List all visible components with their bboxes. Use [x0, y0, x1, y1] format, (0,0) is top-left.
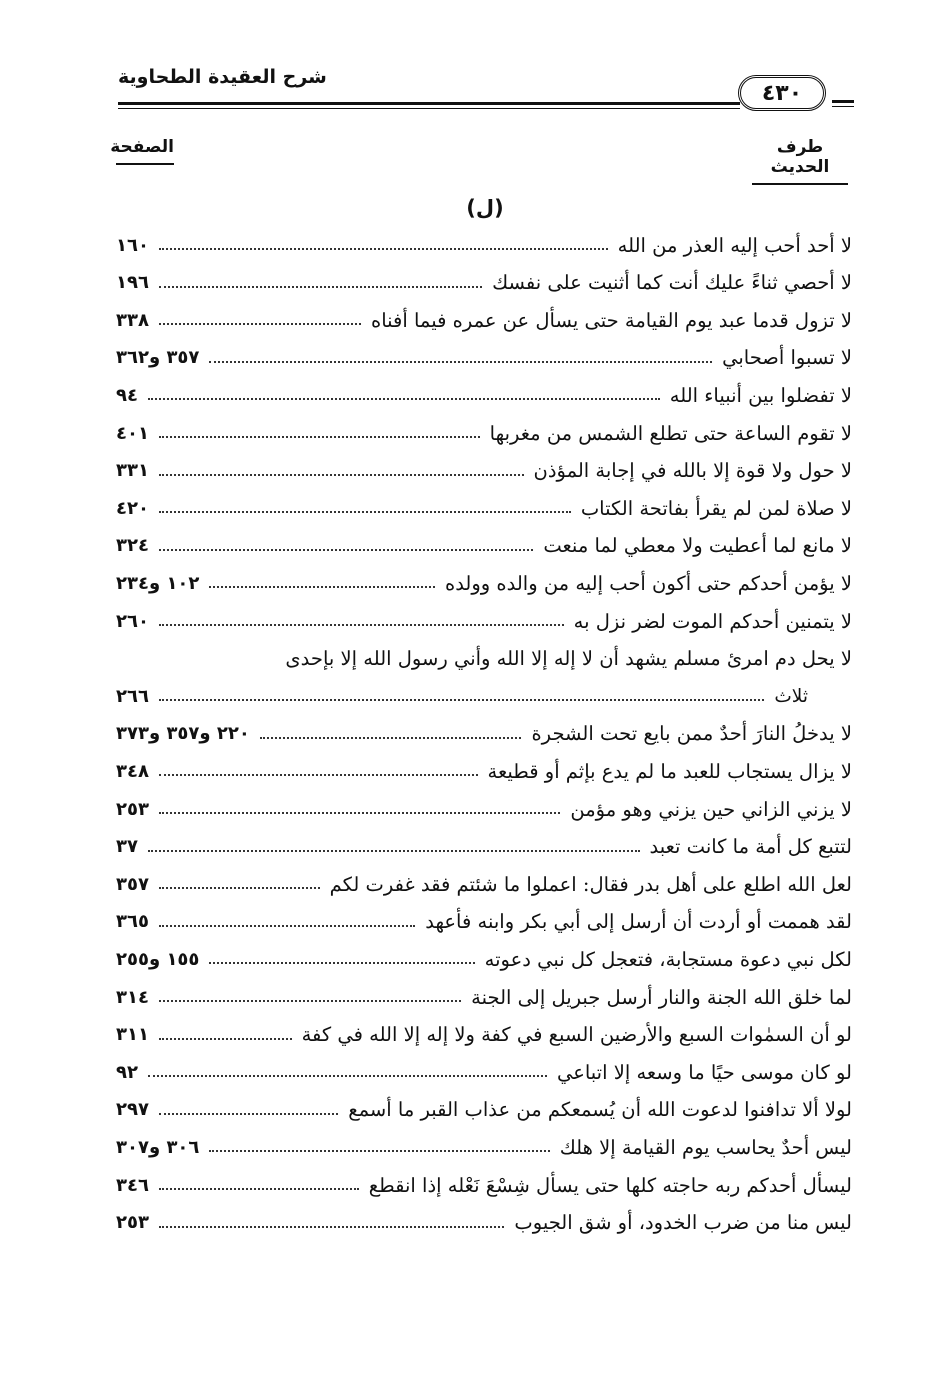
entry-page-numbers: ٩٢: [116, 1061, 138, 1083]
entry-text: لتتبع كل أمة ما كانت تعبد: [649, 835, 852, 859]
entry-page-numbers: ٢٦٠: [116, 610, 149, 632]
index-entry: [116, 341, 852, 375]
running-header-title: شرح العقيدة الطحاوية: [118, 66, 327, 88]
dot-leader: [159, 887, 320, 889]
index-entry: [116, 905, 852, 939]
index-entry: [116, 378, 852, 412]
entry-page-numbers: ٣٣٨: [116, 309, 149, 331]
entry-text: لا تسبوا أصحابي: [722, 346, 852, 370]
dot-leader: [209, 962, 474, 964]
entry-page-numbers: ٣٤٨: [116, 760, 149, 782]
dot-leader: [209, 1150, 549, 1152]
entry-page-numbers: ٢٢٠ و٣٥٧ و٣٧٣: [116, 723, 250, 745]
dot-leader: [159, 812, 560, 814]
index-entry: [116, 1093, 852, 1127]
index-entry: [116, 1018, 852, 1052]
entry-text: لا يتمنين أحدكم الموت لضر نزل به: [573, 609, 852, 633]
entry-page-numbers: ٢٥٣: [116, 1212, 149, 1234]
index-entry: [116, 604, 852, 638]
entry-page-numbers: ٤٢٠: [116, 497, 149, 519]
entry-text: ثلاث: [774, 685, 808, 707]
dot-leader: [159, 1188, 359, 1190]
entry-page-numbers: ٣٢٤: [116, 535, 149, 557]
entry-text: لقد هممت أو أردت أن أرسل إلى أبي بكر وابنه فأعهد: [425, 910, 852, 934]
dot-leader: [159, 511, 571, 513]
entry-text: ليسأل أحدكم ربه حاجته كلها حتى يسأل شِسْعَ نَعْله إذا انقطع: [368, 1173, 852, 1197]
index-entry: [116, 1168, 852, 1202]
dot-leader: [159, 624, 564, 626]
entry-page-numbers: ١٦٠: [116, 234, 149, 256]
index-entry: [116, 1130, 852, 1164]
index-entry: [116, 266, 852, 300]
dot-leader: [159, 248, 608, 250]
entry-text: لكل نبي دعوة مستجابة، فتعجل كل نبي دعوته: [484, 947, 852, 971]
entry-text: لما خلق الله الجنة والنار أرسل جبريل إلى الجنة: [471, 985, 852, 1009]
entry-page-numbers: ١٠٢ و٢٣٤: [116, 572, 200, 594]
entry-text: لا مانع لما أعطيت ولا معطي لما منعت: [543, 534, 852, 558]
header-rule-right: [832, 100, 854, 107]
dot-leader: [159, 699, 764, 701]
entry-page-numbers: ٣٤٦: [116, 1174, 149, 1196]
dot-leader: [159, 323, 361, 325]
entry-page-numbers: ٢٥٣: [116, 798, 149, 820]
entry-text: لا يؤمن أحدكم حتى أكون أحب إليه من والده وولده: [444, 571, 852, 595]
dot-leader: [148, 850, 640, 852]
index-entry: [116, 1206, 852, 1240]
entry-text: لا أحد أحب إليه العذر من الله: [617, 233, 852, 257]
dot-leader: [159, 1226, 504, 1228]
entry-text: لو أن السمٰوات السبع والأرضين السبع في كفة ولا إله إلا الله في كفة: [301, 1023, 852, 1047]
entry-page-numbers: ٣٥٧: [116, 873, 149, 895]
entry-text: لو كان موسى حيًا ما وسعه إلا اتباعي: [556, 1060, 852, 1084]
index-entry: [116, 228, 852, 262]
dot-leader: [209, 361, 712, 363]
dot-leader: [159, 774, 478, 776]
index-entry: [180, 642, 852, 676]
entry-page-numbers: ٢٩٧: [116, 1099, 149, 1121]
entry-page-numbers: ٩٤: [116, 384, 138, 406]
entry-text: ليس أحدٌ يحاسب يوم القيامة إلا هلك: [559, 1135, 852, 1159]
dot-leader: [148, 398, 660, 400]
entry-text: لا تقوم الساعة حتى تطلع الشمس من مغربها: [489, 421, 852, 445]
entry-page-numbers: ٣٧: [116, 836, 138, 858]
header-rule: [118, 102, 740, 109]
entry-page-numbers: ٢٦٦: [116, 685, 149, 707]
entry-text: لا يزال يستجاب للعبد ما لم يدع بإثم أو قطيعة: [487, 759, 852, 783]
entry-text: لا يدخلُ النارَ أحدٌ ممن بايع تحت الشجرة: [531, 722, 852, 746]
page-number: ٤٣٠: [761, 80, 803, 106]
entry-page-numbers: ٣١٤: [116, 986, 149, 1008]
entry-text: لا أحصي ثناءً عليك أنت كما أثنيت على نفسك: [492, 271, 852, 295]
index-entry: [116, 303, 852, 337]
index-entry: [116, 416, 852, 450]
dot-leader: [209, 586, 435, 588]
dot-leader: [260, 737, 522, 739]
entry-text: لا يزني الزاني حين يزني وهو مؤمن: [570, 797, 852, 821]
section-letter: (ل): [466, 196, 504, 220]
index-entry: [116, 529, 852, 563]
entry-page-numbers: ٣٣١: [116, 460, 149, 482]
index-entry: [116, 754, 852, 788]
index-entry: [116, 566, 852, 600]
entry-page-numbers: ١٥٥ و٢٥٥: [116, 948, 200, 970]
index-entry: [116, 454, 852, 488]
dot-leader: [159, 1038, 292, 1040]
entry-page-numbers: ٣٥٧ و٣٦٢: [116, 347, 200, 369]
index-entry: [116, 717, 852, 751]
dot-leader: [159, 1000, 461, 1002]
index-entry: [116, 942, 852, 976]
entry-text: ليس منا من ضرب الخدود، أو شق الجيوب: [514, 1211, 852, 1235]
dot-leader: [159, 549, 533, 551]
entry-text: لا تزول قدما عبد يوم القيامة حتى يسأل عن عمره فيما أفناه: [371, 308, 852, 332]
hadith-column-heading: طرف الحديث: [752, 137, 848, 185]
index-entry: [116, 792, 852, 826]
entry-page-numbers: ٣٦٥: [116, 911, 149, 933]
dot-leader: [159, 925, 415, 927]
index-entry: [116, 867, 852, 901]
entry-text: لعل الله اطلع على أهل بدر فقال: اعملوا ما شئتم فقد غفرت لكم: [329, 872, 852, 896]
dot-leader: [159, 1113, 338, 1115]
index-entry: [116, 1055, 852, 1089]
index-entry: [116, 679, 852, 713]
entry-page-numbers: ١٩٦: [116, 272, 149, 294]
entry-text: لا يحل دم امرئ مسلم يشهد أن لا إله إلا الله وأني رسول الله إلا بإحدى: [285, 647, 852, 671]
dot-leader: [148, 1075, 547, 1077]
entry-text: لا تفضلوا بين أنبياء الله: [669, 383, 852, 407]
dot-leader: [159, 436, 480, 438]
entry-text: لا صلاة لمن لم يقرأ بفاتحة الكتاب: [580, 496, 852, 520]
entry-text: لولا ألا تدافنوا لدعوت الله أن يُسمعكم من عذاب القبر ما أسمع: [348, 1098, 852, 1122]
entry-page-numbers: ٣١١: [116, 1024, 149, 1046]
entry-page-numbers: ٣٠٦ و٣٠٧: [116, 1136, 200, 1158]
index-entry: [116, 830, 852, 864]
entry-text: لا حول ولا قوة إلا بالله في إجابة المؤذن: [533, 459, 852, 483]
dot-leader: [159, 286, 482, 288]
entry-page-numbers: ٤٠١: [116, 422, 149, 444]
page-column-heading: الصفحة: [116, 137, 174, 165]
dot-leader: [159, 474, 524, 476]
index-entry: [116, 491, 852, 525]
index-entry: [116, 980, 852, 1014]
page-number-badge: [738, 75, 826, 111]
